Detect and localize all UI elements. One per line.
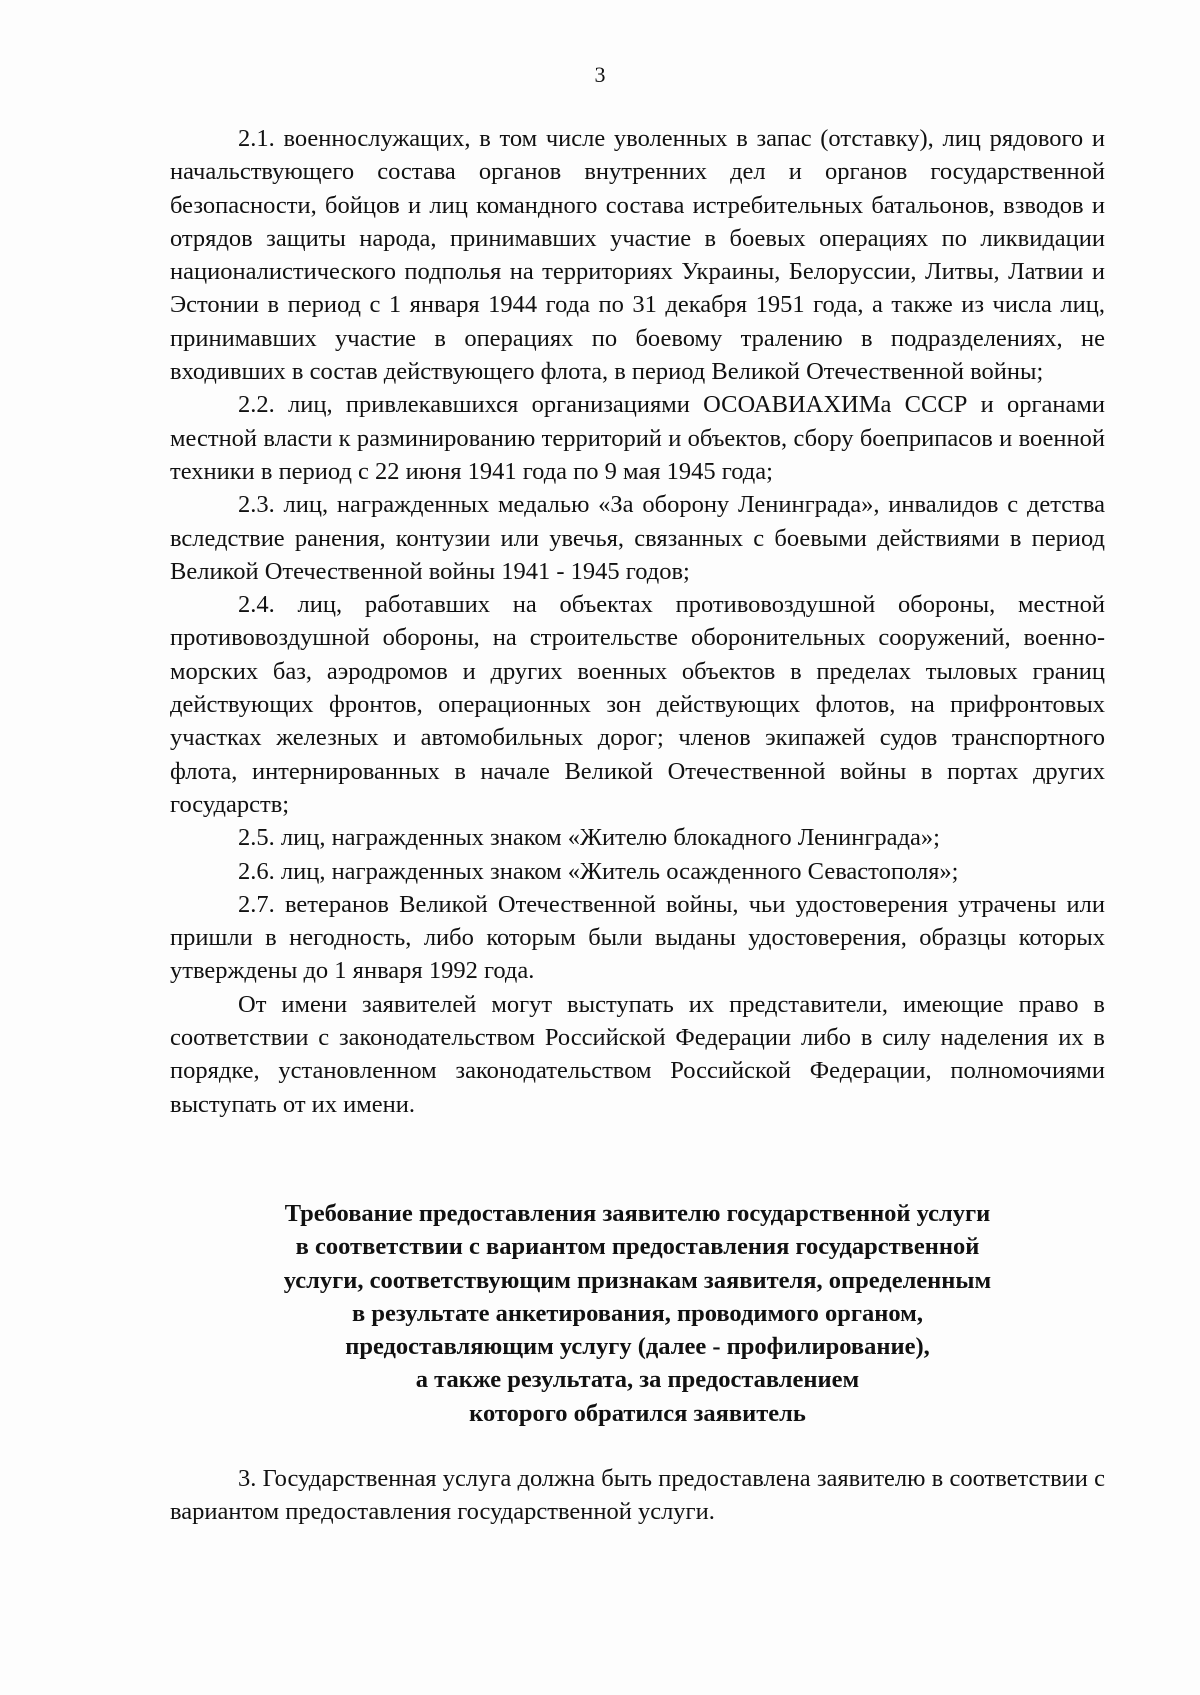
paragraph-2-1: 2.1. военнослужащих, в том числе уволенных в запас (отставку), лиц рядового и начальствующего состава органов внутренних дел и органов государственной безопасности, бойцов и лиц командного состава истребительных батальонов, взводов и отрядов защиты народа, принимавших участие в боевых операциях по ликвидации националистического подполья на территориях Украины, Белоруссии, Литвы, Латвии и Эстонии в период с 1 января 1944 года по 31 декабря 1951 года, а также из числа лиц, принимавших участие в операциях по боевому тралению в подразделениях, не входивших в состав действующего флота, в период Великой Отечественной войны; [170, 125, 1105, 386]
heading-line: услуги, соответствующим признакам заявителя, определенным [283, 1266, 992, 1294]
heading-line: которого обратился заявитель [469, 1399, 806, 1427]
heading-line: в соответствии с вариантом предоставления государственной [295, 1233, 980, 1261]
paragraph-2-2: 2.2. лиц, привлекавшихся организациями ОСОАВИАХИМа СССР и органами местной власти к разминированию территорий и объектов, сбору боеприпасов и военной техники в период с 22 июня 1941 года по 9 мая 1945 года; [170, 391, 1105, 485]
paragraph-2-5: 2.5. лиц, награжденных знаком «Жителю блокадного Ленинграда»; [238, 824, 940, 852]
heading-line: в результате анкетирования, проводимого органом, [352, 1299, 923, 1327]
heading-line: Требование предоставления заявителю государственной услуги [284, 1200, 991, 1227]
body-text [170, 122, 1105, 1121]
paragraph-3: 3. Государственная услуга должна быть предоставлена заявителю в соответствии с вариантом предоставления государственной услуги. [170, 1465, 1105, 1526]
heading-line: а также результата, за предоставлением [415, 1366, 860, 1394]
paragraph-2-3: 2.3. лиц, награжденных медалью «За оборону Ленинграда», инвалидов с детства вследствие ранения, контузии или увечья, связанных с боевыми действиями в период Великой Отечественной войны 1941 - 1945 годов; [170, 491, 1105, 585]
section-heading [170, 1197, 1105, 1430]
paragraph-2-4: 2.4. лиц, работавших на объектах противовоздушной обороны, местной противовоздушной обороны, на строительстве оборонительных сооружений, военно-морских баз, аэродромов и других военных объектов в пределах тыловых границ действующих фронтов, операционных зон действующих флотов, на прифронтовых участках железных и автомобильных дорог; членов экипажей судов транспортного флота, интернированных в начале Великой Отечественной войны в портах других государств; [170, 591, 1105, 818]
final-text [170, 1462, 1105, 1529]
page-number: 3 [594, 62, 606, 87]
paragraph-2-7: 2.7. ветеранов Великой Отечественной войны, чьи удостоверения утрачены или пришли в негодность, либо которым были выданы удостоверения, образцы которых утверждены до 1 января 1992 года. [170, 890, 1105, 985]
paragraph-2-6: 2.6. лиц, награжденных знаком «Житель осажденного Севастополя»; [238, 857, 959, 885]
heading-line: предоставляющим услугу (далее - профилирование), [345, 1333, 930, 1361]
paragraph-representatives: От имени заявителей могут выступать их представители, имеющие право в соответствии с законодательством Российской Федерации либо в силу наделения их в порядке, установленном законодательством Российской Федерации, полномочиями выступать от их имени. [170, 990, 1105, 1118]
